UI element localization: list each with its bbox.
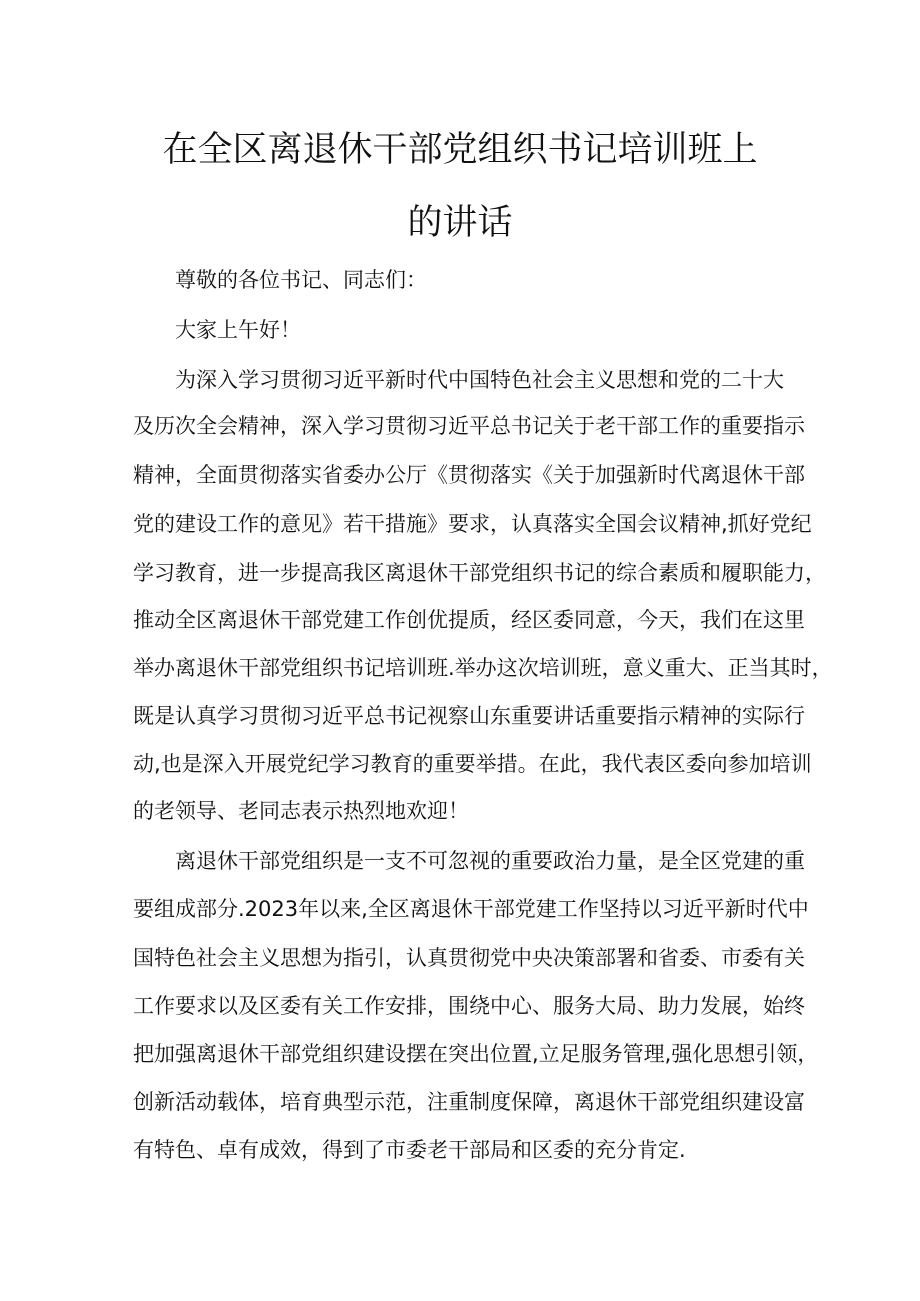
paragraph-1-line: 动,也是深入开展党纪学习教育的重要举措。在此，我代表区委向参加培训: [133, 752, 812, 776]
paragraph-2-line: 有特色、卓有成效，得到了市委老干部局和区委的充分肯定.: [133, 1138, 686, 1162]
paragraph-1-line: 精神，全面贯彻落实省委办公厅《贯彻落实《关于加强新时代离退休干部: [133, 463, 805, 487]
paragraph-1-line: 推动全区离退休干部党建工作创优提质，经区委同意，今天，我们在这里: [133, 608, 805, 632]
paragraph-1-line: 举办离退休干部党组织书记培训班.举办这次培训班，意义重大、正当其时，: [133, 656, 833, 680]
document-title-line-2: 的讲话: [407, 203, 513, 243]
salutation: 尊敬的各位书记、同志们：: [175, 268, 427, 292]
paragraph-2-line: 要组成部分.2023年以来,全区离退休干部党建工作坚持以习近平新时代中: [133, 897, 809, 921]
greeting: 大家上午好！: [175, 318, 301, 342]
paragraph-2-line: 把加强离退休干部党组织建设摆在突出位置,立足服务管理,强化思想引领，: [133, 1042, 819, 1066]
paragraph-1-line: 为深入学习贯彻习近平新时代中国特色社会主义思想和党的二十大: [175, 368, 784, 392]
paragraph-2-line: 创新活动载体，培育典型示范，注重制度保障，离退休干部党组织建设富: [133, 1090, 805, 1114]
paragraph-1-line: 学习教育，进一步提高我区离退休干部党组织书记的综合素质和履职能力，: [133, 561, 826, 585]
paragraph-1-line: 既是认真学习贯彻习近平总书记视察山东重要讲话重要指示精神的实际行: [133, 704, 805, 728]
paragraph-2-line: 工作要求以及区委有关工作安排，围绕中心、服务大局、助力发展，始终: [133, 994, 805, 1018]
paragraph-2-line: 离退休干部党组织是一支不可忽视的重要政治力量，是全区党建的重: [175, 849, 805, 873]
paragraph-1-line: 及历次全会精神，深入学习贯彻习近平总书记关于老干部工作的重要指示: [133, 414, 805, 438]
paragraph-1-line: 党的建设工作的意见》若干措施》要求，认真落实全国会议精神,抓好党纪: [133, 512, 812, 536]
paragraph-1-line: 的老领导、老同志表示热烈地欢迎！: [133, 799, 469, 823]
document-title-line-1: 在全区离退休干部党组织书记培训班上: [162, 130, 758, 170]
paragraph-2-line: 国特色社会主义思想为指引，认真贯彻党中央决策部署和省委、市委有关: [133, 946, 805, 970]
